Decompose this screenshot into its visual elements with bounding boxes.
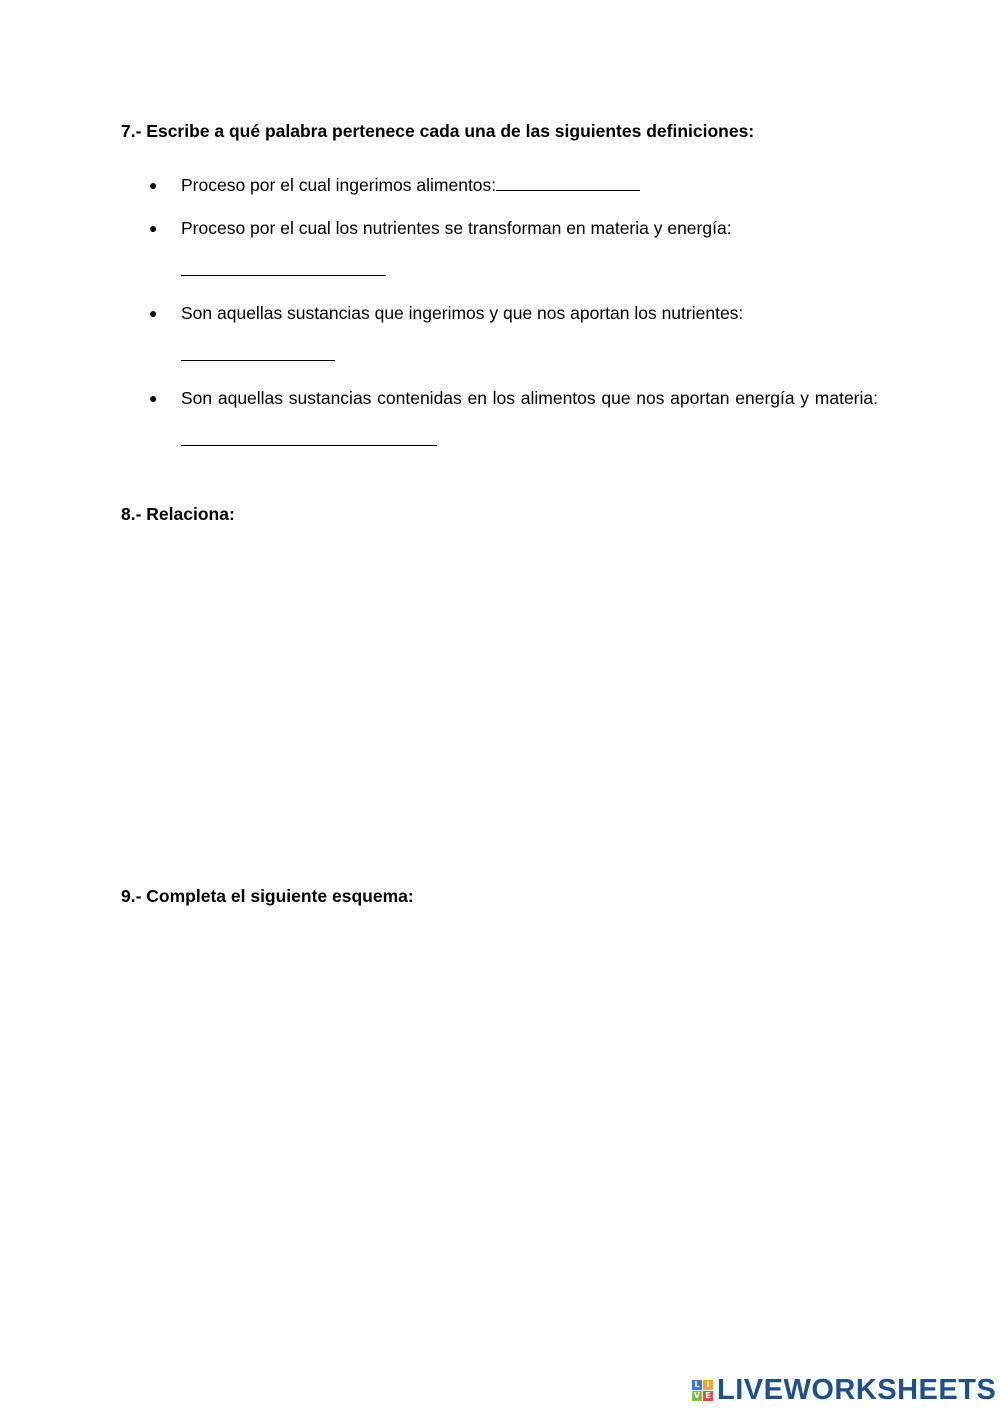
list-item (121, 164, 878, 207)
definition-text: Son aquellas sustancias que ingerimos y que nos aportan los nutrientes: (181, 302, 744, 323)
definition-text: Proceso por el cual ingerimos alimentos: (181, 175, 497, 195)
bullet-icon: ● (149, 177, 158, 193)
question-9-title: 9.- Completa el siguiente esquema: (121, 886, 414, 906)
answer-blank[interactable] (181, 428, 437, 446)
liveworksheets-logo (692, 1375, 996, 1405)
bullet-icon: ● (149, 219, 158, 236)
logo-icon (692, 1380, 713, 1401)
logo-cell: E (703, 1391, 713, 1401)
definitions-list (121, 164, 878, 462)
bullet-icon: ● (149, 389, 158, 406)
answer-blank[interactable] (181, 343, 335, 361)
logo-cell: I (703, 1380, 713, 1390)
answer-blank[interactable] (181, 258, 386, 276)
list-item (121, 207, 878, 292)
logo-cell: V (693, 1391, 701, 1400)
logo-text: LIVEWORKSHEETS (717, 1373, 997, 1406)
definition-text: Proceso por el cual los nutrientes se transforman en materia y energía: (181, 217, 732, 238)
question-7-title: 7.- Escribe a qué palabra pertenece cada una de las siguientes definiciones: (121, 121, 755, 141)
answer-blank[interactable] (496, 173, 640, 191)
list-item (121, 377, 878, 462)
list-item (121, 292, 878, 377)
question-8-title: 8.- Relaciona: (121, 504, 235, 524)
definition-text: Son aquellas sustancias contenidas en los alimentos que nos aportan energía y materia: (181, 387, 878, 408)
logo-cell: L (692, 1380, 702, 1390)
bullet-icon: ● (149, 304, 158, 321)
